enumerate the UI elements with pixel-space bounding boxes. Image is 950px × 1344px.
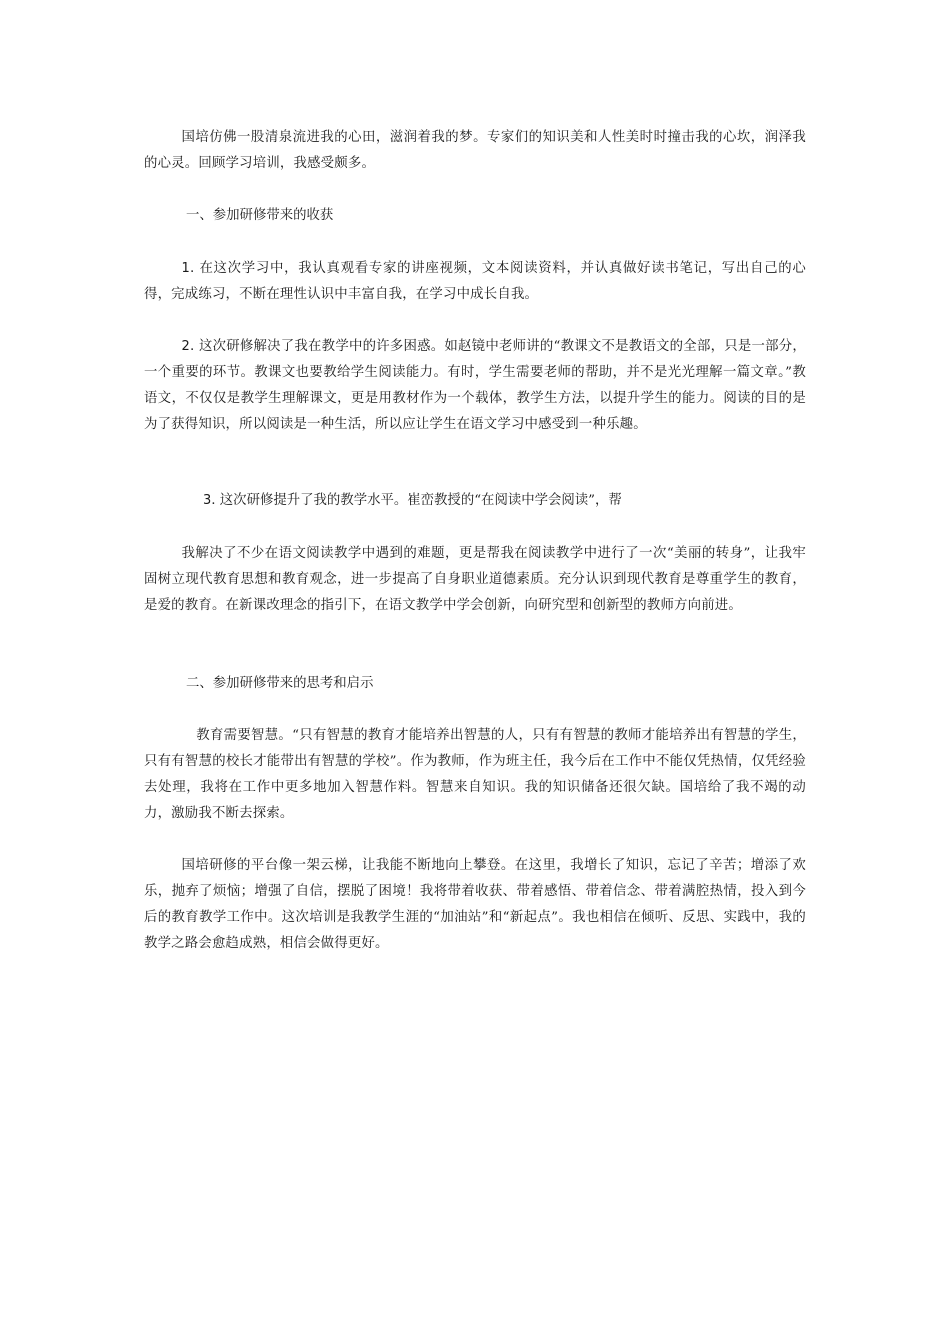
closing-paragraph: 国培研修的平台像一架云梯，让我能不断地向上攀登。在这里，我增长了知识，忘记了辛苦；增添了欢乐，抛弃了烦恼；增强了自信，摆脱了困境！我将带着收获、带着感悟、带着信念、带着满腔热情，投入到今后的教育教学工作中。这次培训是我教学生涯的“加油站”和“新起点”。我也相信在倾听、反思、实践中，我的教学之路会愈趋成熟，相信会做得更好。 <box>144 858 806 951</box>
item-3-continuation: 我解决了不少在语文阅读教学中遇到的难题，更是帮我在阅读教学中进行了一次“美丽的转身”，让我牢固树立现代教育思想和教育观念，进一步提高了自身职业道德素质。充分认识到现代教育是尊重学生的教育，是爱的教育。在新课改理念的指引下，在语文教学中学会创新，向研究型和创新型的教师方向前进。 <box>144 546 806 613</box>
section-2-heading: 二、参加研修带来的思考和启示 <box>186 676 374 691</box>
item-3-paragraph <box>203 488 622 514</box>
item-2-text: . 这次研修解决了我在教学中的许多困惑。如赵镜中老师讲的“教课文不是教语文的全部，只是一部分，一个重要的环节。教课文也要教给学生阅读能力。有时，学生需要老师的帮助，并不是光光理解一篇文章。”教语文，不仅仅是教学生理解课文，更是用教材作为一个载体，教学生方法，以提升学生的能力。阅读的目的是为了获得知识，所以阅读是一种生活，所以应让学生在语文学习中感受到一种乐趣。 <box>144 339 806 432</box>
intro-paragraph: 国培仿佛一股清泉流进我的心田，滋润着我的梦。专家们的知识美和人性美时时撞击我的心坎，润泽我的心灵。回顾学习培训，我感受颇多。 <box>144 130 806 171</box>
item-3-number: 3 <box>203 493 212 508</box>
item-1-paragraph <box>144 256 806 308</box>
item-1-number: 1 <box>181 261 190 276</box>
section-1-heading: 一、参加研修带来的收获 <box>186 208 334 223</box>
item-3-text: . 这次研修提升了我的教学水平。崔峦教授的“在阅读中学会阅读”，帮 <box>211 493 622 508</box>
item-2-number: 2 <box>181 339 190 354</box>
item-1-text: . 在这次学习中，我认真观看专家的讲座视频，文本阅读资料，并认真做好读书笔记，写出自己的心得，完成练习，不断在理性认识中丰富自我，在学习中成长自我。 <box>144 261 806 302</box>
wisdom-paragraph: 教育需要智慧。“只有智慧的教育才能培养出智慧的人，只有有智慧的教师才能培养出有智慧的学生，只有有智慧的校长才能带出有智慧的学校”。作为教师，作为班主任，我今后在工作中不能仅凭热情，仅凭经验去处理，我将在工作中更多地加入智慧作料。智慧来自知识。我的知识储备还很欠缺。国培给了我不竭的动力，激励我不断去探索。 <box>144 728 806 821</box>
item-2-paragraph <box>144 334 806 438</box>
